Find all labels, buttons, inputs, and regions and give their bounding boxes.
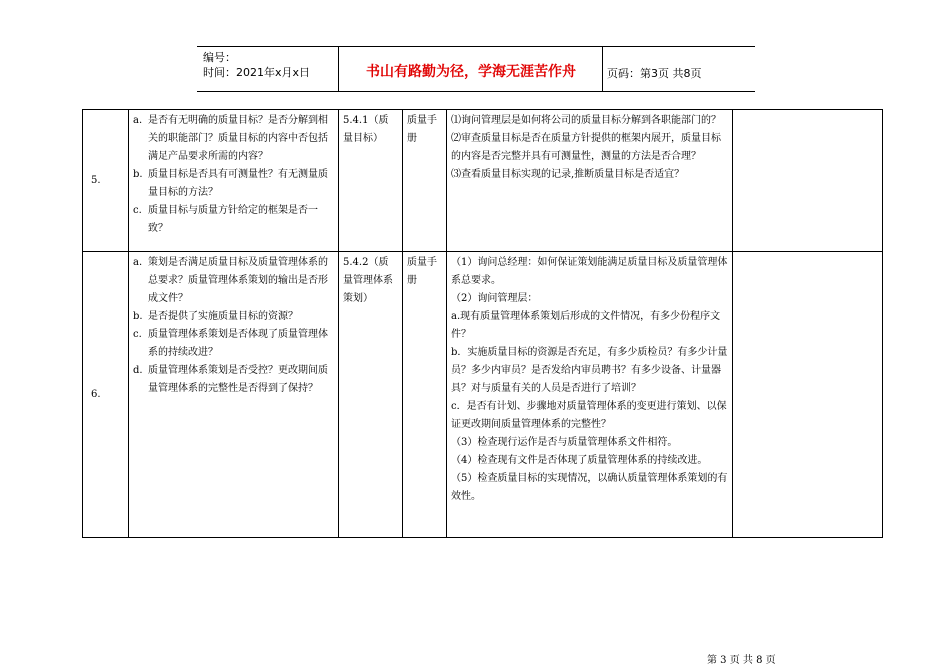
reference-document: 质量手册 <box>403 252 447 538</box>
check-step: a.现有质量管理体系策划后形成的文件情况，有多少份程序文件？ <box>451 311 721 340</box>
table-row <box>83 110 883 252</box>
audit-methods <box>447 252 733 538</box>
reference-document: 质量手册 <box>403 110 447 252</box>
check-step: （2）询问管理层： <box>451 293 538 304</box>
check-step: （4）检查现有文件是否体现了质量管理体系的持续改进。 <box>451 455 708 466</box>
check-step: ⑴询问管理层是如何将公司的质量目标分解到各职能部门的？ <box>451 115 721 126</box>
audit-requirements <box>129 252 339 538</box>
check-step: （5）检查质量目标的实现情况，以确认质量管理体系策划的有效性。 <box>451 473 728 502</box>
check-step: （1）询问总经理：如何保证策划能满足质量目标及质量管理体系总要求。 <box>451 257 728 286</box>
document-number-label: 编号： <box>203 51 236 64</box>
requirement-item: c. 质量管理体系策划是否体现了质量管理体系的持续改进？ <box>133 329 328 358</box>
audit-methods <box>447 110 733 252</box>
check-step: （3）检查现行运作是否与质量管理体系文件相符。 <box>451 437 678 448</box>
header-page-number: 页码：第3页 共8页 <box>607 67 702 80</box>
header-divider <box>602 47 603 91</box>
document-time-label: 时间：2021年x月x日 <box>203 66 311 79</box>
requirement-item: c. 质量目标与质量方针给定的框架是否一致？ <box>133 205 318 234</box>
check-step: b．实施质量目标的资源是否充足，有多少质检员？有多少计量员？多少内审员？是否发给内审员聘书？有多少设备、计量器具？对与质量有关的人员是否进行了培训？ <box>451 347 728 394</box>
check-step: ⑵审查质量目标是否在质量方针提供的框架内展开，质量目标的内容是否完整并具有可测量性，测量的方法是否合理？ <box>451 133 721 162</box>
remarks-cell <box>733 252 883 538</box>
header-divider <box>338 47 339 91</box>
check-step: ⑶查看质量目标实现的记录,推断质量目标是否适宜？ <box>451 169 685 180</box>
table-row <box>83 252 883 538</box>
audit-requirements <box>129 110 339 252</box>
requirement-item: b. 是否提供了实施质量目标的资源？ <box>133 311 298 322</box>
remarks-cell <box>733 110 883 252</box>
requirement-item: a. 策划是否满足质量目标及质量管理体系的总要求？质量管理体系策划的输出是否形成文件？ <box>133 257 328 304</box>
header-left <box>203 50 310 80</box>
footer-page-number: 第 3 页 共 8 页 <box>707 655 776 666</box>
clause-reference: 5.4.2（质量管理体系策划） <box>339 252 403 538</box>
requirement-item: a. 是否有无明确的质量目标？是否分解到相关的职能部门？质量目标的内容中否包括满足产品要求所需的内容？ <box>133 115 328 162</box>
check-step: c．是否有计划、步骤地对质量管理体系的变更进行策划、以保证更改期间质量管理体系的完整性？ <box>451 401 727 430</box>
item-number: 6. <box>83 252 129 538</box>
header-motto: 书山有路勤为径，学海无涯苦作舟 <box>366 64 576 80</box>
item-number: 5. <box>83 110 129 252</box>
requirement-item: b. 质量目标是否具有可测量性？有无测量质量目标的方法？ <box>133 169 328 198</box>
page-header <box>197 46 755 92</box>
requirement-item: d. 质量管理体系策划是否受控？更改期间质量管理体系的完整性是否得到了保持？ <box>133 365 328 394</box>
clause-reference: 5.4.1（质量目标） <box>339 110 403 252</box>
audit-checklist-table <box>82 109 883 538</box>
